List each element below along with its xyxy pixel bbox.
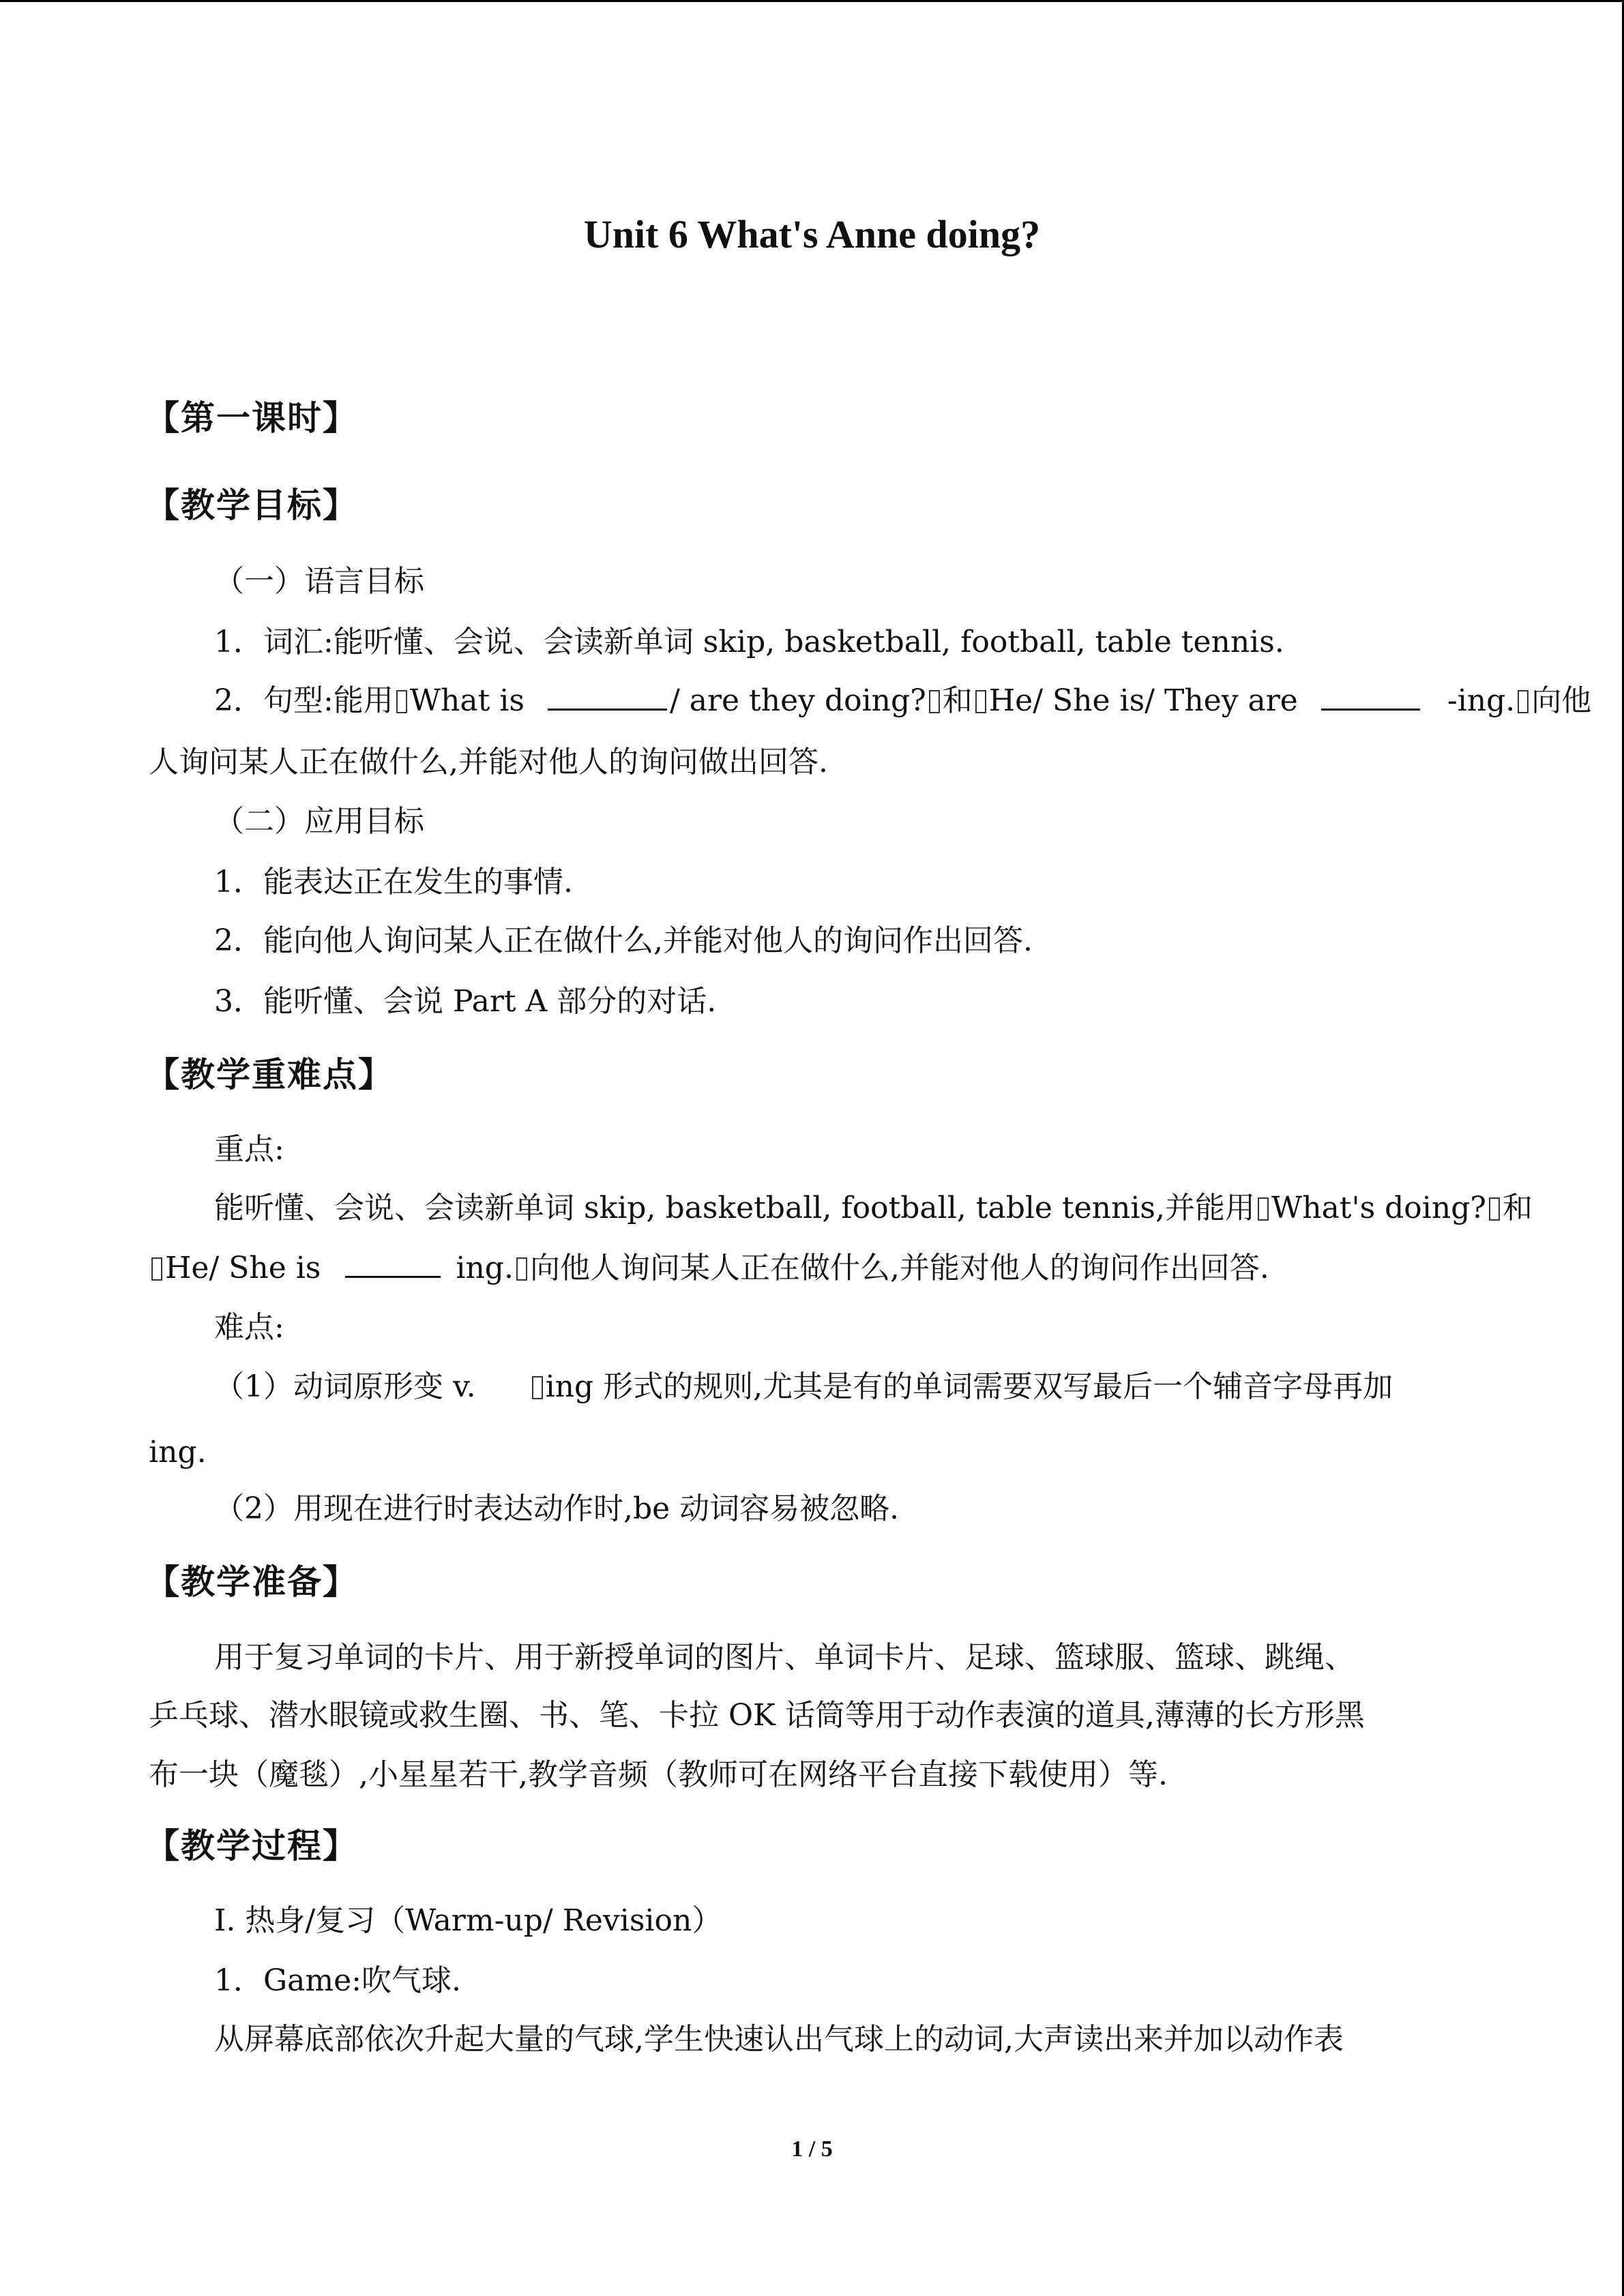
text-segment: 向他人询问某人正在做什么,并能对他人的询问作出回答. [529, 1251, 1269, 1285]
process-step-1: I. 热身/复习（Warm-up/ Revision） [214, 1903, 722, 1938]
heading-lesson: 【第一课时】 [145, 398, 358, 438]
missing-glyph-box [516, 1257, 527, 1281]
difficulty-1 [214, 1369, 1393, 1404]
text-segment: -ing. [1447, 683, 1516, 718]
process-game: 1．Game:吹气球. [214, 1963, 461, 1998]
process-description: 从屏幕底部依次升起大量的气球,学生快速认出气球上的动词,大声读出来并加以动作表 [214, 2022, 1344, 2057]
text-segment: 向他 [1531, 683, 1592, 718]
heading-key-points: 【教学重难点】 [145, 1055, 394, 1094]
text-segment: What's doing? [1271, 1191, 1486, 1225]
text-segment: 能听懂、会说、会读新单词 skip, basketball, football, table tennis,并能用 [214, 1191, 1255, 1225]
preparation-line-3: 布一块（魔毯）,小星星若干,教学音频（教师可在网络平台直接下载使用）等. [149, 1757, 1168, 1792]
page-border-top [0, 0, 1624, 2]
document-title: Unit 6 What's Anne doing? [583, 212, 1041, 256]
sentence-objective-cont: 人询问某人正在做什么,并能对他人的询问做出回答. [149, 745, 828, 779]
text-segment: （1）动词原形变 v. [214, 1369, 476, 1404]
preparation-line-2: 乒乓球、潜水眼镜或救生圈、书、笔、卡拉 OK 话筒等用于动作表演的道具,薄薄的长方形黑 [149, 1698, 1365, 1733]
text-segment: What is [409, 683, 525, 718]
missing-glyph-box [1518, 690, 1529, 713]
text-segment: He/ She is [165, 1251, 321, 1285]
blank-line [1321, 708, 1420, 711]
difficulty-2: （2）用现在进行时表达动作时,be 动词容易被忽略. [214, 1491, 900, 1526]
vocab-objective: 1．词汇:能听懂、会说、会读新单词 skip, basketball, football, table tennis. [214, 625, 1284, 659]
heading-process: 【教学过程】 [145, 1826, 358, 1866]
missing-glyph-box [1489, 1197, 1500, 1221]
missing-glyph-box [975, 690, 986, 713]
lang-objective-title: （一）语言目标 [214, 564, 424, 599]
preparation-line-1: 用于复习单词的卡片、用于新授单词的图片、单词卡片、足球、篮球服、篮球、跳绳、 [214, 1640, 1355, 1675]
text-segment: ing. [456, 1251, 514, 1285]
missing-glyph-box [929, 690, 940, 713]
missing-glyph-box [396, 690, 407, 713]
missing-glyph-box [151, 1257, 162, 1281]
text-segment: He/ She is/ They are [988, 683, 1298, 718]
app-objective-title: （二）应用目标 [214, 804, 424, 839]
text-segment: 和 [1502, 1191, 1533, 1225]
app-objective-1: 1．能表达正在发生的事情. [214, 865, 573, 899]
heading-objectives: 【教学目标】 [145, 486, 358, 525]
difficulty-1-cont: ing. [149, 1435, 207, 1470]
missing-glyph-box [532, 1376, 543, 1399]
key-label: 重点: [214, 1132, 284, 1167]
app-objective-3: 3．能听懂、会说 Part A 部分的对话. [214, 984, 717, 1019]
difficulty-label: 难点: [214, 1310, 284, 1345]
blank-line [345, 1275, 441, 1278]
sentence-objective [214, 683, 1592, 718]
missing-glyph-box [1258, 1197, 1269, 1221]
text-segment: ing 形式的规则,尤其是有的单词需要双写最后一个辅音字母再加 [545, 1369, 1393, 1404]
key-points-cont [149, 1253, 1269, 1283]
key-points-text [214, 1193, 1533, 1223]
text-segment: 和 [942, 683, 973, 718]
app-objective-2: 2．能向他人询问某人正在做什么,并能对他人的询问作出回答. [214, 923, 1033, 958]
blank-line [548, 708, 667, 711]
heading-preparation: 【教学准备】 [145, 1562, 358, 1602]
text-segment: 2．句型:能用 [214, 683, 394, 718]
page-number: 1 / 5 [791, 2136, 833, 2162]
text-segment: / are they doing? [669, 683, 926, 718]
